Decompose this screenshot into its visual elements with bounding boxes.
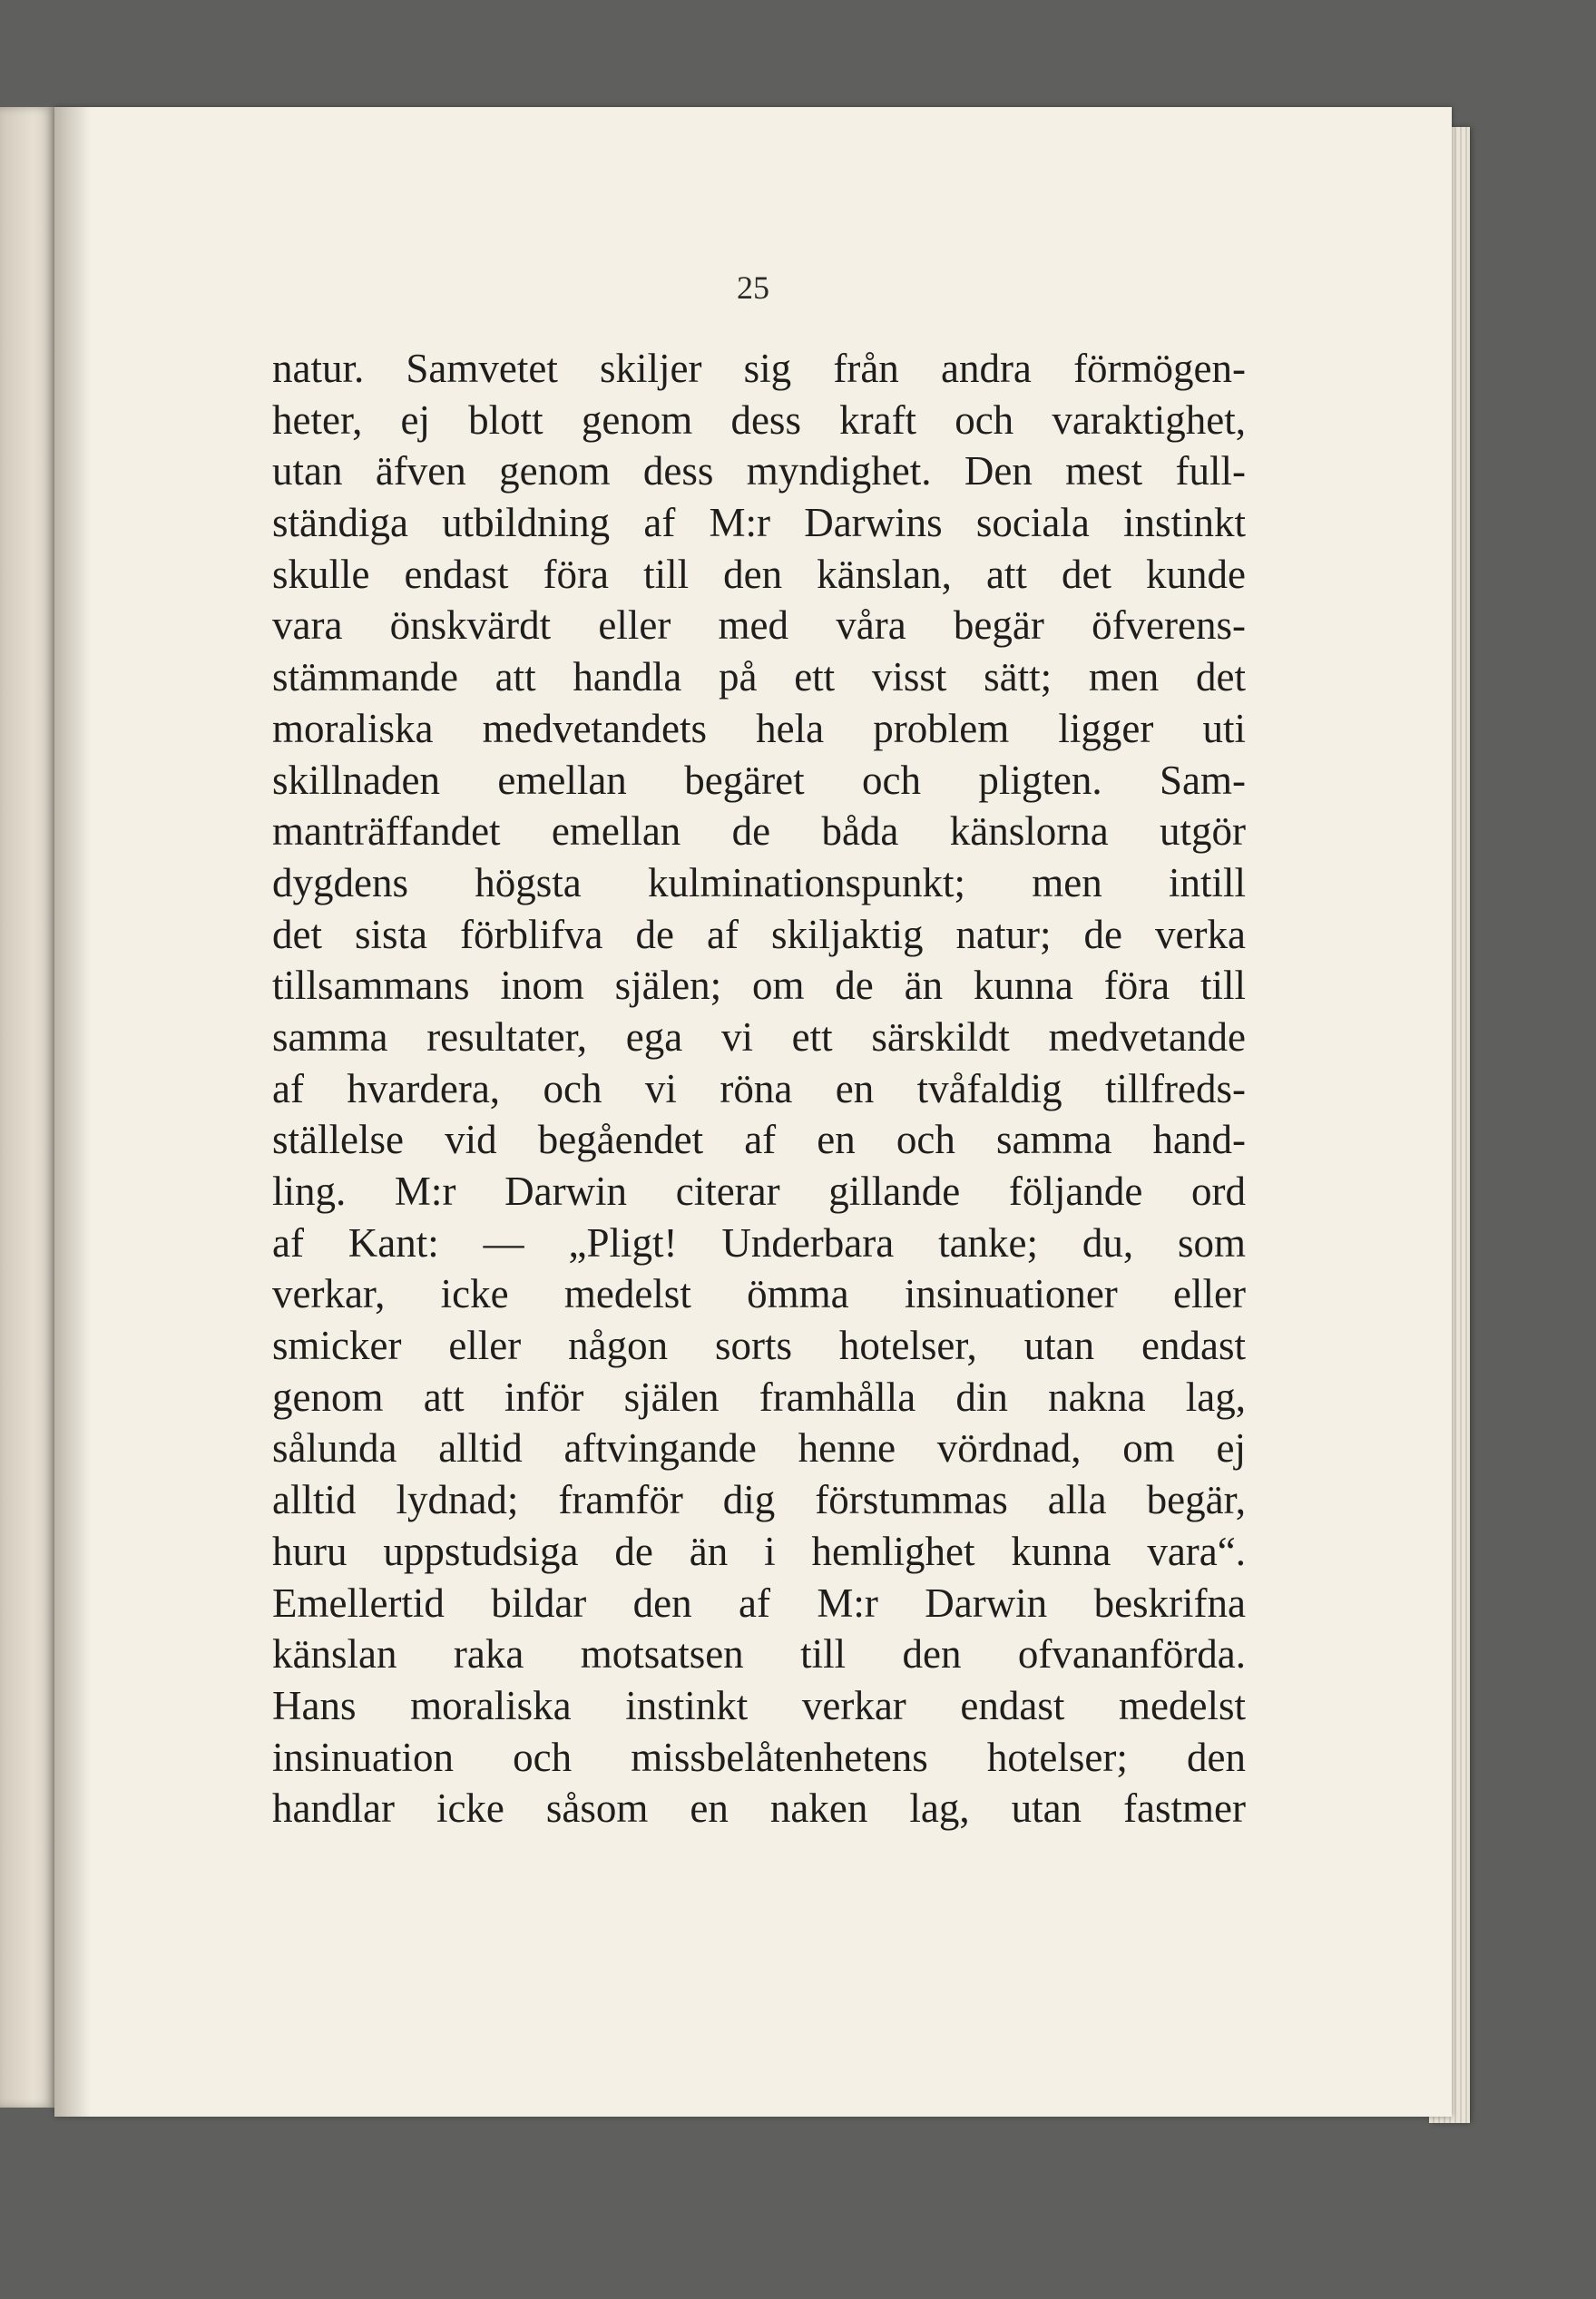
- text-line: vara önskvärdt eller med våra begär öfverens-: [272, 602, 1246, 649]
- text-line: alltid lydnad; framför dig förstummas alla begär,: [272, 1477, 1246, 1523]
- text-line: samma resultater, ega vi ett särskildt medvetande: [272, 1013, 1246, 1060]
- text-line: huru uppstudsiga de än i hemlighet kunna vara“.: [272, 1528, 1246, 1574]
- text-line: ling. M:r Darwin citerar gillande följande ord: [272, 1169, 1246, 1214]
- text-line: insinuation och missbelåtenhetens hotelser; den: [272, 1734, 1246, 1780]
- page-gutter-shadow: [54, 107, 91, 2117]
- text-line: stämmande att handla på ett visst sätt; men det: [272, 654, 1246, 700]
- text-line: känslan raka motsatsen till den ofvananförda.: [272, 1631, 1246, 1678]
- text-line: natur. Samvetet skiljer sig från andra förmögen-: [272, 346, 1246, 391]
- text-line: genom att inför själen framhålla din nakna lag,: [272, 1374, 1246, 1420]
- text-line: manträffandet emellan de båda känslorna utgör: [272, 808, 1246, 855]
- text-line: dygdens högsta kulminationspunkt; men intill: [272, 859, 1246, 905]
- text-line: ställelse vid begåendet af en och samma hand-: [272, 1117, 1246, 1163]
- text-line: utan äfven genom dess myndighet. Den mest full-: [272, 448, 1246, 494]
- text-line: af Kant: — „Pligt! Underbara tanke; du, som: [272, 1219, 1246, 1266]
- text-line: smicker eller någon sorts hotelser, utan endast: [272, 1323, 1246, 1369]
- text-line: det sista förblifva de af skiljaktig natur; de verka: [272, 911, 1246, 957]
- text-line: Emellertid bildar den af M:r Darwin beskrifna: [272, 1580, 1246, 1626]
- body-text: [272, 343, 1246, 1834]
- text-line: Hans moraliska instinkt verkar endast medelst: [272, 1682, 1246, 1728]
- text-line: af hvardera, och vi röna en tvåfaldig tillfreds-: [272, 1065, 1246, 1111]
- text-line: sålunda alltid aftvingande henne vördnad, om ej: [272, 1425, 1246, 1472]
- text-line: skulle endast föra till den känslan, att det kunde: [272, 551, 1246, 597]
- page-number: 25: [737, 269, 769, 306]
- text-line: skillnaden emellan begäret och pligten. Sam-: [272, 757, 1246, 803]
- text-line: verkar, icke medelst ömma insinuationer eller: [272, 1271, 1246, 1317]
- text-line: ständiga utbildning af M:r Darwins sociala instinkt: [272, 500, 1246, 546]
- text-line: moraliska medvetandets hela problem ligger uti: [272, 705, 1246, 751]
- text-line: heter, ej blott genom dess kraft och varaktighet,: [272, 396, 1246, 443]
- book-page: [54, 107, 1452, 2117]
- facing-page-edge: [0, 107, 54, 2108]
- text-line: handlar icke såsom en naken lag, utan fastmer: [272, 1785, 1246, 1832]
- text-line: tillsammans inom själen; om de än kunna föra till: [272, 963, 1246, 1009]
